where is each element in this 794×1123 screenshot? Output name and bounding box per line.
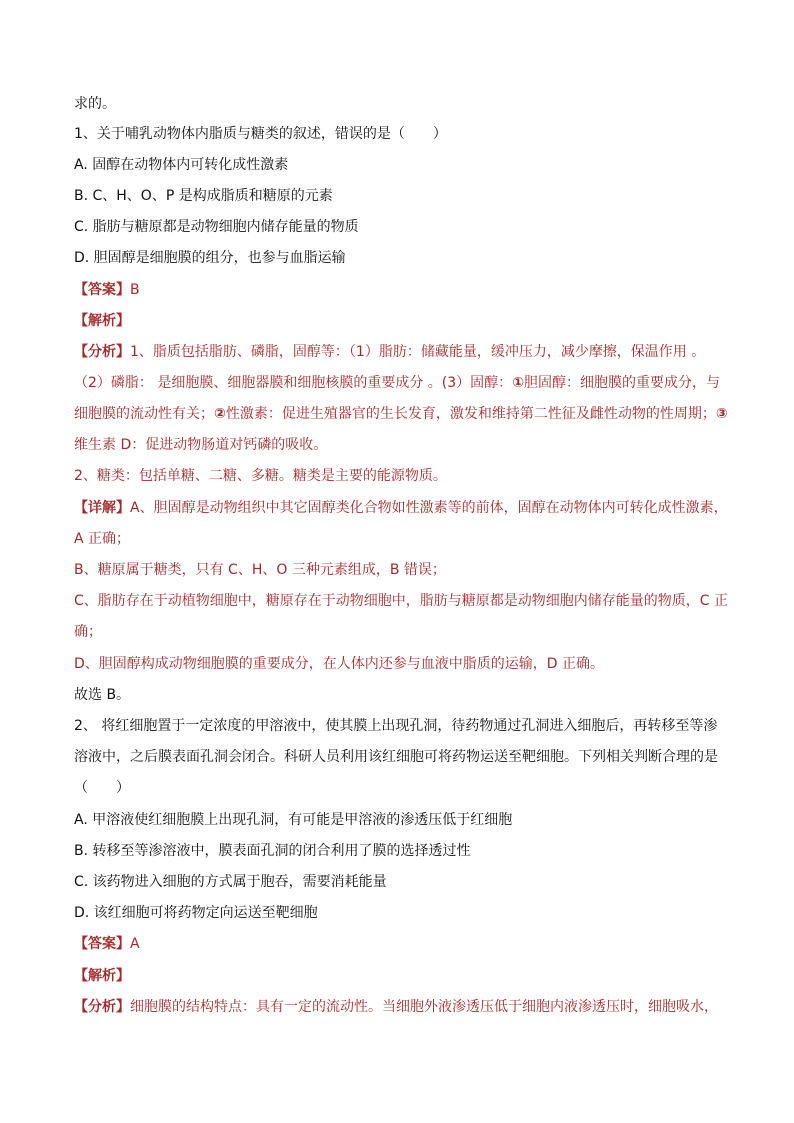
text-line: [74, 94, 734, 114]
line-text: 1、关于哺乳动物体内脂质与糖类的叙述，错误的是（ ）: [74, 126, 447, 142]
detail-line: [74, 622, 734, 642]
question-2-stem: [74, 778, 734, 798]
line-text: 2、 将红细胞置于一定浓度的甲溶液中，使其膜上出现孔洞，待药物通过孔洞进入细胞后，再转移至等渗: [74, 718, 718, 734]
line-text: D. 该红细胞可将药物定向运送至靶细胞: [74, 905, 318, 921]
answer-value: A: [130, 936, 140, 952]
question-2-stem: [74, 716, 734, 736]
analysis-line: [74, 404, 734, 424]
line-text: C、脂肪存在于动植物细胞中，糖原存在于动物细胞中，脂肪与糖原都是动物细胞内储存能量的物质，C 正: [74, 593, 728, 609]
analysis-line: [74, 342, 734, 362]
line-text: A. 甲溶液使红细胞膜上出现孔洞，有可能是甲溶液的渗透压低于红细胞: [74, 812, 513, 828]
analysis-line: [74, 435, 734, 455]
line-text: 胆固醇：细胞膜的重要成分，与: [524, 375, 721, 391]
analysis-line: [74, 466, 734, 486]
analysis-tag: 【解析】: [74, 968, 130, 984]
line-text: 性激素：促进生殖器官的生长发育，激发和维持第二性征及雌性动物的性周期；: [225, 406, 716, 422]
line-text: 2、糖类：包括单糖、二糖、多糖。糖类是主要的能源物质。: [74, 468, 447, 484]
question-2-option-b: [74, 841, 734, 861]
detail-line: [74, 529, 734, 549]
line-text: 求的。: [74, 96, 116, 112]
line-text: B. 转移至等渗溶液中，膜表面孔洞的闭合利用了膜的选择透过性: [74, 843, 471, 859]
answer-line: [74, 934, 734, 954]
answer-tag: 【答案】: [74, 282, 130, 298]
question-1-option-c: [74, 217, 734, 237]
detail-line: [74, 498, 734, 518]
detail-tag: 【详解】: [74, 500, 130, 516]
line-text: A. 固醇在动物体内可转化成性激素: [74, 157, 289, 173]
line-text: B、糖原属于糖类，只有 C、H、O 三种元素组成，B 错误；: [74, 562, 446, 578]
analysis-tag: 【解析】: [74, 313, 130, 329]
line-text: A 正确；: [74, 531, 131, 547]
analysis-header: [74, 966, 734, 986]
answer-value: B: [130, 282, 140, 298]
answer-line: [74, 280, 734, 300]
line-text: 故选 B。: [74, 687, 131, 703]
line-text: A、胆固醇是动物组织中其它固醇类化合物如性激素等的前体，固醇在动物体内可转化成性激素，: [130, 500, 728, 516]
line-text: 确；: [74, 624, 102, 640]
line-text: B. C、H、O、P 是构成脂质和糖原的元素: [74, 188, 333, 204]
analysis-sub-tag: 【分析】: [74, 344, 130, 360]
question-2-option-c: [74, 872, 734, 892]
detail-line: [74, 591, 734, 611]
question-2-option-d: [74, 903, 734, 923]
question-1-option-a: [74, 155, 734, 175]
line-text: 细胞膜的结构特点：具有一定的流动性。当细胞外液渗透压低于细胞内液渗透压时，细胞吸水，: [130, 999, 718, 1015]
circled-number: ③: [715, 406, 728, 422]
answer-tag: 【答案】: [74, 936, 130, 952]
detail-line: [74, 654, 734, 674]
question-2-stem: [74, 747, 734, 767]
circled-number: ②: [214, 406, 226, 422]
line-text: （ ）: [74, 780, 130, 796]
line-text: 细胞膜的流动性有关；: [74, 406, 214, 422]
question-2-option-a: [74, 810, 734, 830]
line-text: 溶液中，之后膜表面孔洞会闭合。科研人员利用该红细胞可将药物运送至靶细胞。下列相关判断合理的是: [74, 749, 718, 765]
detail-line: [74, 560, 734, 580]
question-1-option-b: [74, 186, 734, 206]
analysis-sub-tag: 【分析】: [74, 999, 130, 1015]
line-text: （2）磷脂： 是细胞膜、细胞器膜和细胞核膜的重要成分 。(3）固醇：: [74, 375, 513, 391]
line-text: 1、脂质包括脂肪、磷脂，固醇等：（1）脂肪：储藏能量，缓冲压力，减少摩擦，保温作用 。: [130, 344, 706, 360]
line-text: D. 胆固醇是细胞膜的组分，也参与血脂运输: [74, 250, 346, 266]
conclusion-line: [74, 685, 734, 705]
analysis-line: [74, 373, 734, 393]
analysis-header: [74, 311, 734, 331]
question-1-option-d: [74, 248, 734, 268]
line-text: C. 该药物进入细胞的方式属于胞吞，需要消耗能量: [74, 874, 387, 890]
analysis-line: [74, 997, 734, 1017]
line-text: 维生素 D：促进动物肠道对钙磷的吸收。: [74, 437, 328, 453]
circled-number: ①: [512, 375, 525, 391]
question-1-stem: [74, 124, 734, 144]
line-text: D、胆固醇构成动物细胞膜的重要成分，在人体内还参与血液中脂质的运输，D 正确。: [74, 656, 605, 672]
line-text: C. 脂肪与糖原都是动物细胞内储存能量的物质: [74, 219, 359, 235]
